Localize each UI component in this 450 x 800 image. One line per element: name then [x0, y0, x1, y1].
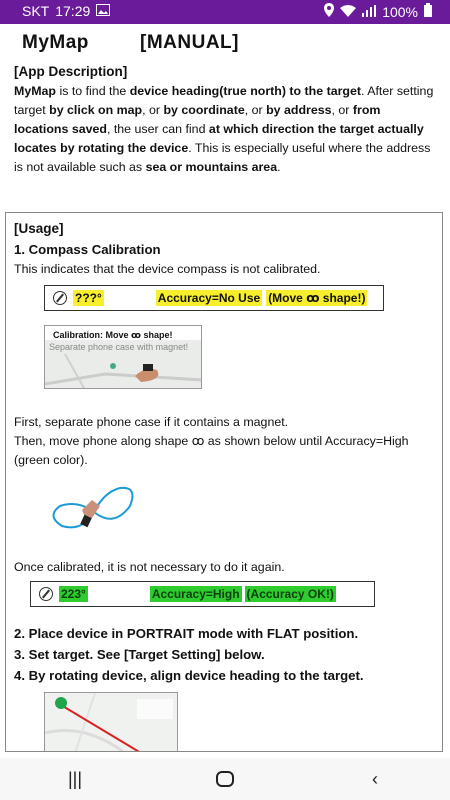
home-icon: [216, 771, 234, 787]
battery-percent: 100%: [382, 3, 418, 20]
status-right: [324, 3, 432, 20]
step4-title: 4. By rotating device, align device heading to the target.: [14, 668, 364, 683]
step1-text: This indicates that the device compass is not calibrated.: [14, 262, 321, 276]
accuracy-value: Accuracy=No Use: [157, 291, 261, 305]
heading-value: ???°: [75, 291, 102, 305]
gallery-icon: [96, 3, 110, 19]
accuracy-value-calibrated: Accuracy=High: [151, 587, 240, 601]
app-description: [14, 62, 438, 177]
description-heading: [App Description]: [14, 64, 128, 79]
step2-title: 2. Place device in PORTRAIT mode with FLAT position.: [14, 626, 359, 641]
location-icon: [324, 3, 334, 20]
description-text: MyMap is to find the device heading(true north) to the target. After setting target by click on map, or by coordinate, or by address, or from locations saved, the user can find at which direction the target actually locates by rotating the device. This is especially useful where the address is not available such as sea or mountains area.: [14, 84, 434, 174]
step1-title: 1. Compass Calibration: [14, 242, 161, 257]
status-bar: [0, 0, 450, 24]
heading-value-calibrated: 223°: [61, 587, 86, 601]
step1-text3: Then, move phone along shape ꝏ as shown below until Accuracy=High (green color).: [14, 434, 409, 467]
clock: 17:29: [55, 3, 91, 19]
figure-subcaption: Separate phone case with magnet!: [49, 342, 189, 352]
accuracy-hint-calibrated: (Accuracy OK!): [246, 587, 334, 601]
figure-caption: Calibration: Move ꝏ shape!: [53, 330, 173, 340]
compass-icon: [53, 291, 67, 305]
signal-icon: [362, 4, 376, 20]
figure-eight-image: [44, 478, 144, 540]
compass-icon-calibrated: [39, 587, 53, 601]
usage-section[interactable]: [5, 212, 443, 752]
home-button[interactable]: [205, 764, 245, 794]
calibration-figure: [44, 325, 202, 389]
calibration-map-image: [45, 354, 202, 389]
app-title: MyMap: [22, 32, 89, 53]
wifi-icon: [340, 4, 356, 20]
compass-bar-calibrated: [30, 581, 375, 607]
recents-button[interactable]: |||: [67, 768, 83, 789]
target-map-image: [44, 692, 178, 752]
usage-heading: [Usage]: [14, 221, 64, 236]
battery-icon: [424, 3, 432, 20]
step3-title: 3. Set target. See [Target Setting] below.: [14, 647, 265, 662]
system-nav-bar: [0, 758, 450, 800]
step1-text2: First, separate phone case if it contains a magnet.: [14, 415, 289, 429]
accuracy-hint: (Move ꝏ shape!): [268, 291, 366, 305]
manual-title: [MANUAL]: [140, 32, 239, 53]
compass-bar-uncalibrated: [44, 285, 384, 311]
carrier-label: SKT: [22, 3, 50, 19]
step1-text4: Once calibrated, it is not necessary to do it again.: [14, 560, 285, 574]
back-button[interactable]: ‹: [372, 768, 378, 789]
status-left: [22, 3, 110, 19]
app-header: [0, 30, 450, 60]
